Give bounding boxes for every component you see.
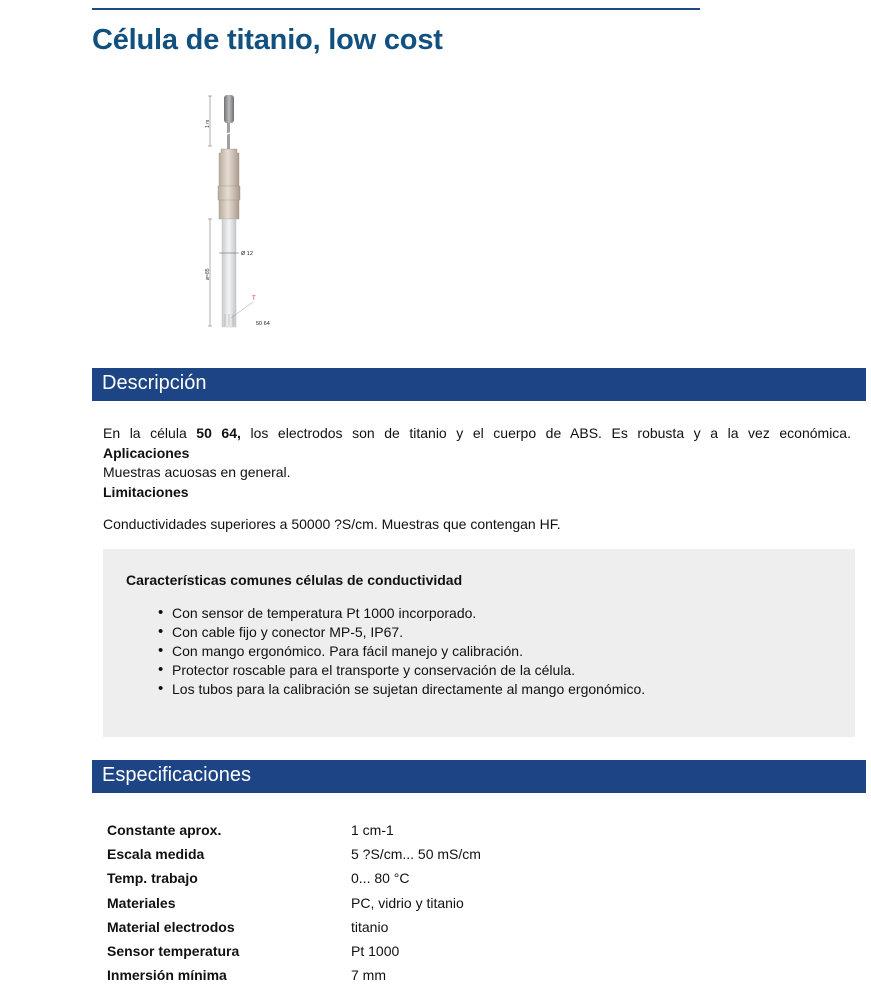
spec-label: Sensor temperatura [107,943,240,960]
spec-label: Temp. trabajo [107,870,198,887]
temp-sensor-marker: T [252,296,256,302]
feature-item: • Con mango ergonómico. Para fácil manejo y calibración. [172,642,645,661]
spec-row [107,842,481,866]
spec-row [107,963,481,987]
cable [227,123,230,149]
conductivity-cell-diagram [195,90,285,335]
feature-item: • Los tubos para la calibración se sujetan directamente al mango ergonómico. [172,680,645,699]
description-body [103,424,851,535]
spec-value: 1 cm-1 [351,822,394,839]
description-header: Descripción [92,368,866,401]
spec-label: Inmersión mínima [107,967,227,984]
cable-length-label: 1 m [205,119,211,128]
spec-row [107,891,481,915]
top-divider [92,8,700,10]
spec-label: Escala medida [107,846,205,863]
length-label: ø=85 [205,268,211,280]
specifications-table [107,818,481,987]
description-intro [103,424,851,444]
spec-value: titanio [351,918,389,935]
spec-value: 0... 80 °C [351,870,410,887]
limitations-heading: Limitaciones [103,483,189,500]
spec-label: Constante aprox. [107,822,222,839]
intro-prefix: En la célula [103,425,197,441]
applications-text: Muestras acuosas en general. [103,464,291,480]
features-heading: Características comunes células de conductividad [126,572,463,588]
feature-item: • Protector roscable para el transporte y conservación de la célula. [172,661,645,680]
diameter-label: Ø 12 [241,251,253,257]
spec-row [107,939,481,963]
spec-row [107,915,481,939]
applications-heading: Aplicaciones [103,444,190,461]
spec-value: 7 mm [351,967,386,984]
connector [224,95,234,123]
spec-label: Materiales [107,894,176,911]
feature-item: • Con sensor de temperatura Pt 1000 incorporado. [172,604,645,623]
spec-value: 5 ?S/cm... 50 mS/cm [351,846,481,863]
spec-value: PC, vidrio y titanio [351,894,464,911]
page-title: Célula de titanio, low cost [92,24,443,56]
cell-handle [219,149,239,219]
spec-row [107,866,481,890]
spec-value: Pt 1000 [351,943,400,960]
features-box [103,549,855,737]
features-list [172,604,645,699]
specifications-header: Especificaciones [92,760,866,793]
spec-row [107,818,481,842]
spec-label: Material electrodos [107,918,235,935]
limitations-text: Conductividades superiores a 50000 ?S/cm. Muestras que contengan HF. [103,516,561,532]
model-label: 50 64 [256,321,270,327]
model-number: 50 64, [196,425,241,441]
intro-suffix: los electrodos son de titanio y el cuerpo de ABS. Es robusta y a la vez económica. [240,425,851,441]
feature-item: • Con cable fijo y conector MP-5, IP67. [172,623,645,642]
cell-tube [222,219,236,327]
